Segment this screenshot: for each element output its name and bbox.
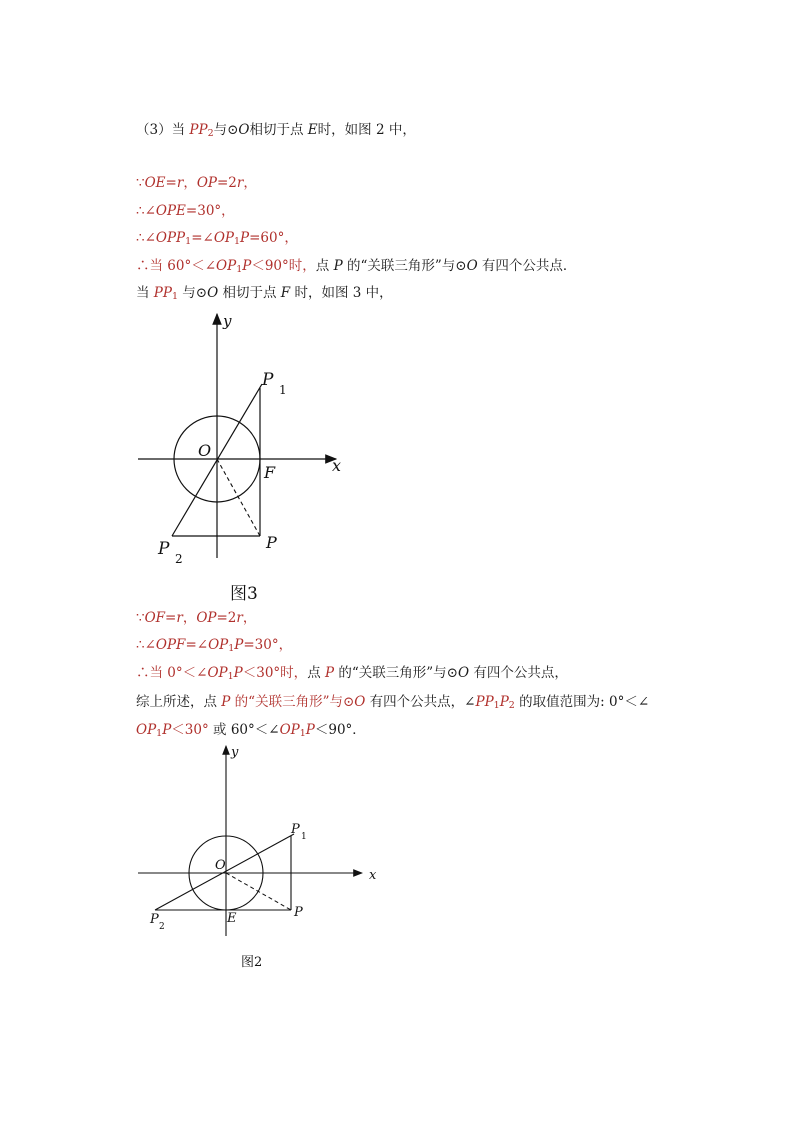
text-segment: OP bbox=[196, 175, 217, 191]
text-segment: OPP bbox=[155, 230, 186, 246]
text-segment: r bbox=[176, 610, 183, 626]
text-segment: （3）当 bbox=[136, 122, 190, 138]
figure-2 bbox=[136, 742, 386, 942]
text-segment: PP bbox=[189, 122, 208, 138]
text-segment: r bbox=[236, 175, 244, 191]
text-segment: P bbox=[234, 637, 244, 653]
fig3-line-op-dashed bbox=[217, 459, 260, 536]
text-segment: 1 bbox=[236, 264, 243, 275]
text-segment: =∠ bbox=[191, 230, 214, 246]
text-segment: 时，如图 3 中， bbox=[290, 285, 393, 301]
text-segment: =∠ bbox=[185, 637, 209, 653]
line-range-60-90 bbox=[136, 257, 576, 279]
text-segment: =30°， bbox=[185, 203, 235, 219]
text-segment: OP bbox=[196, 610, 217, 626]
fig2-label-o: O bbox=[215, 858, 226, 873]
fig3-label-p1: P bbox=[262, 370, 274, 390]
text-segment: 1 bbox=[156, 728, 163, 739]
fig3-label-p1-sub: 1 bbox=[279, 383, 287, 397]
text-segment: 有四个公共点， bbox=[469, 665, 568, 681]
text-segment: =60°， bbox=[249, 230, 298, 246]
text-segment: OE bbox=[144, 175, 166, 191]
text-segment: O bbox=[207, 285, 219, 301]
text-segment: 相切于点 bbox=[218, 285, 281, 301]
text-segment: PP bbox=[475, 694, 494, 710]
fig3-label-f: F bbox=[264, 463, 276, 482]
text-segment: ∴∠ bbox=[136, 203, 156, 219]
text-segment: =2 bbox=[216, 610, 237, 626]
line-part3-intro bbox=[136, 121, 416, 143]
text-segment: ∵ bbox=[136, 610, 145, 626]
text-segment: ， bbox=[183, 175, 197, 191]
text-segment: ∴当 60°＜∠ bbox=[136, 258, 217, 274]
text-segment: OP bbox=[136, 722, 157, 738]
text-segment: 与⊙ bbox=[213, 122, 239, 138]
text-segment: 1 bbox=[228, 643, 235, 654]
text-segment: OPF bbox=[155, 637, 186, 653]
figure-3-caption: 图3 bbox=[230, 584, 258, 604]
line-oe-op bbox=[136, 174, 257, 192]
text-segment: 与⊙ bbox=[178, 285, 208, 301]
text-segment: =30°， bbox=[243, 637, 293, 653]
fig3-label-p: P bbox=[266, 533, 277, 552]
fig2-label-x: x bbox=[369, 868, 377, 883]
fig3-label-p2: P bbox=[158, 539, 170, 559]
fig2-label-p2-sub: 2 bbox=[159, 922, 165, 932]
text-segment: 1 bbox=[227, 671, 234, 682]
line-summary bbox=[136, 693, 649, 715]
text-segment: ∴∠ bbox=[136, 637, 156, 653]
text-segment: 1 bbox=[493, 700, 500, 711]
text-segment: P bbox=[162, 722, 172, 738]
text-segment: 的“关联三角形”与⊙ bbox=[342, 258, 467, 274]
fig2-label-p1: P bbox=[291, 822, 300, 837]
text-segment: P bbox=[221, 694, 231, 710]
text-segment: 时，如图 2 中， bbox=[317, 122, 416, 138]
text-segment: ＜30° bbox=[171, 722, 209, 738]
text-segment: P bbox=[240, 230, 250, 246]
text-segment: ∴∠ bbox=[136, 230, 156, 246]
line-angle-opf bbox=[136, 636, 292, 658]
fig2-label-y: y bbox=[231, 745, 239, 760]
text-segment: PP bbox=[153, 285, 172, 301]
fig2-label-p1-sub: 1 bbox=[301, 832, 307, 842]
text-segment: P bbox=[305, 722, 315, 738]
line-of-op bbox=[136, 609, 256, 627]
fig2-label-e: E bbox=[227, 911, 237, 926]
text-segment: 1 bbox=[171, 291, 179, 302]
figure-2-caption: 图2 bbox=[241, 955, 263, 970]
text-segment: ∵ bbox=[136, 175, 145, 191]
text-segment: P bbox=[333, 258, 343, 274]
text-segment: 点 bbox=[307, 665, 325, 681]
text-segment: ， bbox=[242, 610, 257, 626]
text-segment: E bbox=[307, 122, 318, 138]
fig3-label-o: O bbox=[198, 441, 212, 460]
text-segment: ， bbox=[182, 610, 197, 626]
fig3-label-y: y bbox=[223, 312, 232, 330]
text-segment: 1 bbox=[233, 236, 241, 247]
text-segment: ＜90°． bbox=[314, 722, 366, 738]
text-segment: r bbox=[236, 610, 243, 626]
text-segment: 点 bbox=[315, 258, 334, 274]
fig2-line-op-dashed bbox=[226, 873, 291, 910]
text-segment: 1 bbox=[299, 728, 306, 739]
text-segment: P bbox=[499, 694, 509, 710]
text-segment: ＜90°时， bbox=[251, 258, 316, 274]
text-segment: ∴当 0°＜∠ bbox=[136, 665, 208, 681]
line-pp1-tangent bbox=[136, 284, 393, 306]
text-segment: O bbox=[238, 122, 250, 138]
text-segment: 综上所述，点 bbox=[136, 694, 222, 710]
text-segment: 的“关联三角形”与⊙ bbox=[230, 694, 355, 710]
text-segment: O bbox=[466, 258, 478, 274]
fig3-label-p2-sub: 2 bbox=[175, 552, 183, 566]
text-segment: OP bbox=[213, 230, 234, 246]
text-segment: 的“关联三角形”与⊙ bbox=[334, 665, 458, 681]
text-segment: OF bbox=[144, 610, 166, 626]
text-segment: P bbox=[242, 258, 252, 274]
line-range-0-30 bbox=[136, 664, 568, 686]
text-segment: P bbox=[324, 665, 335, 681]
text-segment: OP bbox=[279, 722, 300, 738]
text-segment: OP bbox=[207, 665, 228, 681]
text-segment: = bbox=[165, 610, 177, 626]
text-segment: 有四个公共点． bbox=[477, 258, 577, 274]
text-segment: 1 bbox=[185, 236, 192, 247]
text-segment: r bbox=[176, 175, 184, 191]
text-segment: 相切于点 bbox=[249, 122, 308, 138]
fig2-label-p2: P bbox=[150, 912, 159, 927]
text-segment: 有四个公共点，∠ bbox=[365, 694, 476, 710]
figure-3 bbox=[136, 308, 356, 598]
text-segment: OPE bbox=[155, 203, 186, 219]
text-segment: OP bbox=[216, 258, 237, 274]
text-segment: =2 bbox=[216, 175, 237, 191]
line-angle-ope bbox=[136, 202, 235, 220]
text-segment: = bbox=[165, 175, 177, 191]
text-segment: 或 60°＜∠ bbox=[208, 722, 280, 738]
text-segment: 的取值范围为: 0°＜∠ bbox=[514, 694, 650, 710]
text-segment: O bbox=[457, 665, 470, 681]
text-segment: ＜30°时， bbox=[242, 665, 308, 681]
line-angle-opp1 bbox=[136, 229, 298, 251]
text-segment: ， bbox=[243, 175, 257, 191]
text-segment: 当 bbox=[136, 285, 154, 301]
fig3-label-x: x bbox=[332, 456, 342, 475]
text-segment: 2 bbox=[508, 700, 515, 711]
line-summary-cont bbox=[136, 721, 366, 743]
text-segment: F bbox=[280, 285, 291, 301]
text-segment: O bbox=[354, 694, 366, 710]
text-segment: P bbox=[233, 665, 243, 681]
text-segment: OP bbox=[208, 637, 229, 653]
text-segment: 2 bbox=[207, 128, 214, 139]
fig2-label-p: P bbox=[294, 905, 303, 920]
